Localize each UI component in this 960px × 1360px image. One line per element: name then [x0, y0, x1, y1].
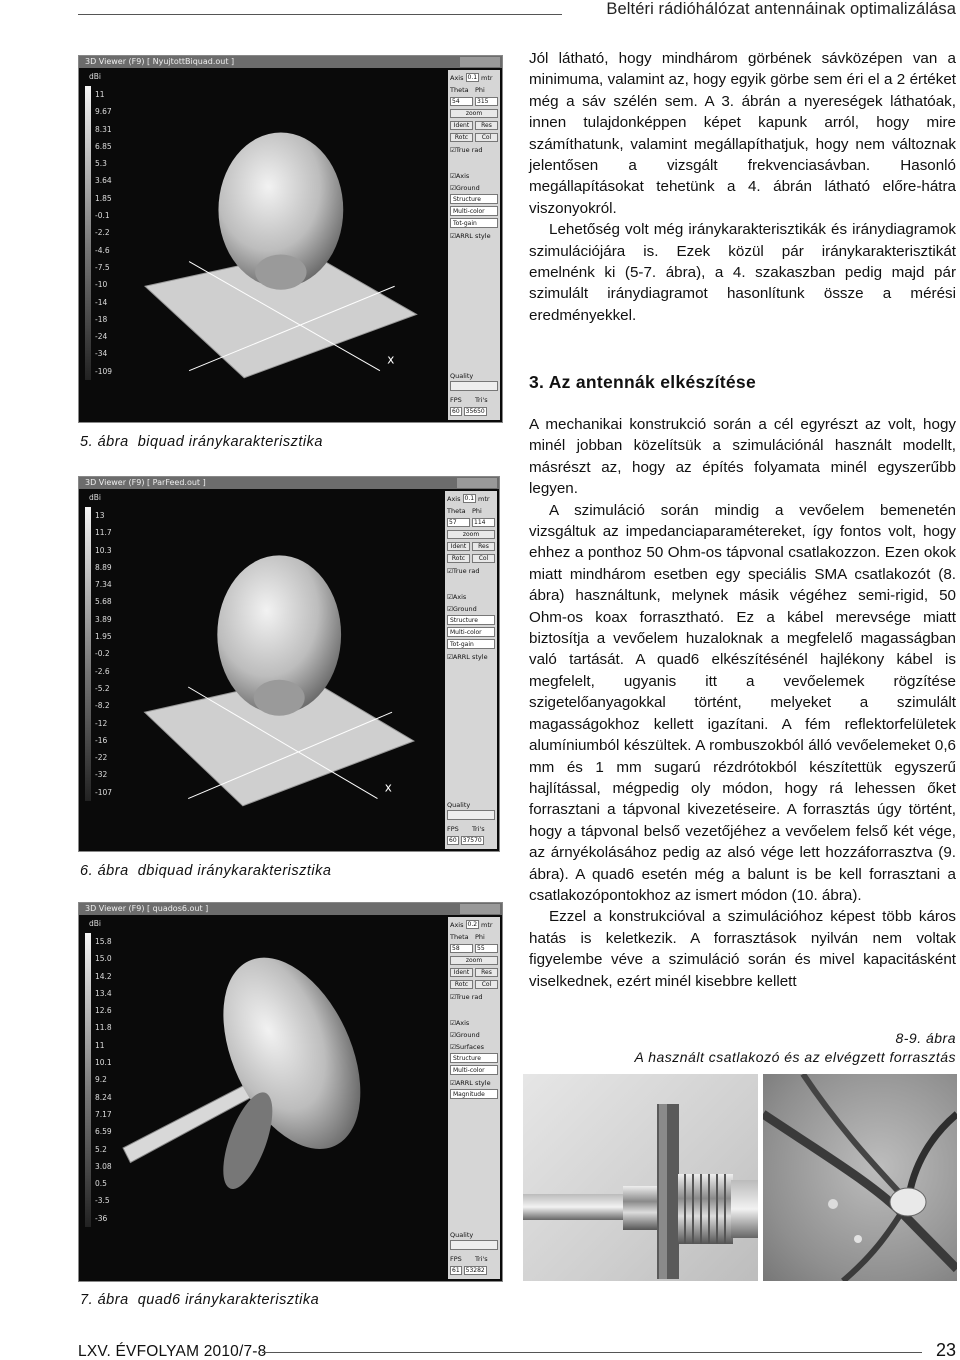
scale-unit: dBi [89, 72, 101, 81]
phi-label: Phi [475, 932, 485, 941]
theta-input[interactable]: 57 [447, 518, 470, 527]
figure-caption-7 [80, 1292, 319, 1308]
scale-value: 8.89 [95, 562, 112, 572]
scale-value: 14.2 [95, 971, 112, 981]
axis-input[interactable]: 0.2 [467, 921, 478, 928]
footer-rule [262, 1352, 922, 1353]
gain-color-scale [85, 86, 91, 380]
header-rule [78, 14, 562, 15]
scale-value: 9.2 [95, 1075, 107, 1085]
svg-text:x: x [387, 352, 395, 367]
gain-scale-values [95, 86, 112, 380]
scale-value: -8.2 [95, 701, 110, 711]
scale-value: -16 [95, 735, 108, 745]
scale-value: 6.59 [95, 1127, 112, 1137]
scale-value: 11 [95, 1040, 105, 1050]
ident-button[interactable]: Ident [447, 542, 470, 551]
scale-value: -4.6 [95, 245, 110, 255]
true-rad-checkbox[interactable]: ☑ True rad [450, 993, 482, 1001]
theta-input[interactable]: 58 [450, 944, 473, 953]
scale-value: -10 [95, 280, 108, 290]
option-checkbox[interactable]: ☑ Ground [447, 605, 477, 613]
axis-label: Axis [450, 73, 464, 82]
option-checkbox[interactable]: ☑ Axis [450, 1019, 469, 1027]
scale-value: 13.4 [95, 988, 112, 998]
caption-number: 7. ábra [80, 1292, 129, 1308]
viewer-window-3 [78, 902, 503, 1282]
sma-connector-drawing [523, 1074, 758, 1281]
option-checkbox[interactable]: ☑ Ground [450, 1031, 480, 1039]
scale-value: -36 [95, 1213, 108, 1223]
option-checkbox[interactable]: ☑ ARRL style [450, 232, 491, 240]
scale-value: -2.2 [95, 228, 110, 238]
gain-color-scale [85, 933, 91, 1227]
tris-label: Tri's [472, 824, 485, 833]
scale-value: 15.8 [95, 937, 112, 946]
tris-value: 53282 [465, 1267, 485, 1274]
axis-unit: mtr [478, 494, 490, 503]
paragraph: Jól látható, hogy mindhárom görbének sávközépen van a minimuma, valamint az, hogy egyik görbe sem éri el a 2 értéket még a sáv szélén sem. A 3. ábrán a nyereségek láthatóak, innen tulajdonképpen képet kapunk arról, hogy mire számíthatunk, valamint megállapíthatjuk, hogy nem változnak jelentősen a vizsgált frekvenciasávban. Hasonló megállapításokat tehetünk a 4. ábrán látható előre-hátra viszonyokról. [529, 50, 956, 217]
figure-caption-5 [80, 434, 323, 450]
zoom-control[interactable]: zoom [450, 956, 498, 965]
caption-number: 6. ábra [80, 863, 129, 879]
option-checkbox[interactable]: ☑ ARRL style [450, 1079, 491, 1087]
paragraph: A szimuláció során mindig a vevőelem bemenetén vizsgáltuk az impedanciaparamétereket, így fontos volt, hogy ehhez a ponthoz 50 Ohm-os tápvonal csatlakozzon. Ezen okok miatt mindhárom esetben egy speciális SMA csatlakozót (8. ábra) használtunk, melynek másik végéhez semi-rigid, 50 Ohm-os koax forrasztható. Ez a kábel merevsége miatt biztosítja a vevőelem huzaloknak a megfelelő magasságban való tartását. A quad6 elkészítésénél hajlékony kábel is megfelelt, ugyanis itt a vevőelemek rögzítése szigetelőanyagokkal történt, melyeket a szimulált magasságokhoz kellett igazítani. A fém reflektorfelületek alumíniumból készültek. A rombuszokból álló vevőelemeket 0,6 mm és 1 mm sugarú rézdrótokból készítettük egyszerű hajlítással, mégpedig oly módon, hogy rá lehessen őket forrasztani a tápvonal kivezetéseire. A forrasztás úgy történt, hogy a tápvonal belső vezetőjéhez a vevőelem felső két vége, az árnyékolásához pedig az alsó vége lett hozzáforrasztva (9. ábra). A quad6 esetén még a balunt is be kell forrasztani a csatlakozópontokhoz az ismert módon (10. ábra). [529, 501, 956, 904]
quality-slider[interactable] [450, 381, 498, 391]
fps-value: 60 [449, 837, 457, 844]
option-dropdown[interactable]: Tot-gain [450, 218, 498, 228]
scale-value: -2.6 [95, 666, 110, 676]
quality-fps-footer [450, 1231, 498, 1277]
phi-input[interactable]: 114 [472, 518, 495, 527]
caption-text: biquad iránykarakterisztika [137, 434, 323, 450]
radiation-pattern-scene[interactable] [79, 915, 446, 1279]
option-dropdown[interactable]: Structure [450, 1053, 498, 1063]
quality-slider[interactable] [447, 810, 495, 820]
fps-label: FPS [447, 824, 459, 833]
option-checkbox[interactable]: ☑ Surfaces [450, 1043, 484, 1051]
col-button[interactable]: Col [475, 980, 498, 989]
main-lobe [196, 936, 389, 1170]
scale-value: 7.34 [95, 580, 112, 590]
figure-caption-6 [80, 863, 331, 879]
section-heading: 3. Az antennák elkészítése [529, 372, 756, 392]
scale-value: 5.68 [95, 597, 112, 607]
true-rad-checkbox[interactable]: ☑ True rad [450, 146, 482, 154]
photo-caption-number: 8-9. ábra [895, 1030, 956, 1046]
scale-value: 1.85 [95, 193, 112, 203]
phi-label: Phi [475, 85, 485, 94]
viewer-window-2 [78, 476, 500, 852]
scale-value: 0.5 [95, 1179, 107, 1189]
rotc-button[interactable]: Rotc [450, 133, 473, 142]
option-dropdown[interactable]: Tot-gain [447, 639, 495, 649]
scale-value: 6.85 [95, 141, 112, 151]
axis-input[interactable]: 0.1 [467, 74, 478, 81]
option-checkbox[interactable]: ☑ ARRL style [447, 653, 488, 661]
option-dropdown[interactable]: Structure [447, 615, 495, 625]
lobe-base [255, 255, 306, 290]
tris-label: Tri's [475, 1254, 488, 1263]
radiation-pattern-scene[interactable] [79, 489, 443, 849]
res-button[interactable]: Res [475, 121, 498, 130]
scale-value: -0.2 [95, 649, 110, 659]
scale-value: 8.31 [95, 124, 112, 134]
paragraph: Lehetőség volt még iránykarakterisztikák és iránydiagramok szimulációjára is. Ezek közül pár iránykarakterisztikát emelnénk ki (5-7. ábra), a 4. szakaszban pedig majd pár szimulált iránydiagramot hasonlítunk össze a mérési eredményekkel. [529, 221, 956, 324]
gain-color-scale [85, 507, 91, 801]
body-text [529, 414, 956, 992]
scale-value: -7.5 [95, 262, 110, 272]
scale-value: 7.17 [95, 1109, 112, 1119]
scale-value: -107 [95, 787, 113, 797]
window-controls[interactable] [460, 904, 500, 914]
theta-label: Theta [447, 506, 466, 515]
viewer-titlebar [79, 477, 499, 489]
option-dropdown[interactable]: Multi-color [450, 206, 498, 216]
quality-label: Quality [450, 1231, 474, 1239]
photo-caption-text: A használt csatlakozó és az elvégzett forrasztás [634, 1049, 956, 1065]
viewer-titlebar [79, 903, 502, 915]
quality-label: Quality [447, 801, 471, 809]
caption-number: 5. ábra [80, 434, 129, 450]
axis-label: Axis [447, 494, 461, 503]
option-checkbox[interactable]: ☑ Axis [447, 593, 466, 601]
quality-fps-footer [450, 372, 498, 418]
tris-value: 35650 [465, 408, 485, 415]
intro-text [529, 48, 956, 326]
option-dropdown[interactable]: Structure [450, 194, 498, 204]
page-number: 23 [935, 1340, 956, 1360]
res-button[interactable]: Res [475, 968, 498, 977]
viewer-title: 3D Viewer (F9) [ NyujtottBiquad.out ] [85, 57, 235, 66]
ident-button[interactable]: Ident [450, 121, 473, 130]
gain-scale-values [95, 507, 112, 801]
theta-label: Theta [450, 932, 469, 941]
tris-value: 37570 [462, 837, 482, 844]
option-dropdown[interactable]: Multi-color [447, 627, 495, 637]
quality-label: Quality [450, 372, 474, 380]
phi-label: Phi [472, 506, 482, 515]
paragraph: A mechanikai konstrukció során a cél egyrészt az volt, hogy minél jobban közelítsük a szimulációnál használt modellt, másrészt az, hogy az építés folyamata minél egyszerűbb legyen. [529, 416, 956, 498]
res-button[interactable]: Res [472, 542, 495, 551]
paragraph: Ezzel a konstrukcióval a szimulációhoz képest több káros hatás is keletkezik. A forrasztások nyilván nem voltak figyelembe véve a szimuláció során és mivel kapacitásként viselkednek, ezért minél kisebbre kellett [529, 908, 956, 990]
axis-label: Axis [450, 920, 464, 929]
scale-value: 3.08 [95, 1161, 112, 1171]
running-head: Beltéri rádióhálózat antennáinak optimalizálása [606, 0, 956, 18]
axis-unit: mtr [481, 920, 493, 929]
solder-joint-photo [763, 1074, 957, 1281]
viewer-title: 3D Viewer (F9) [ quados6.out ] [85, 904, 209, 913]
scale-unit: dBi [89, 493, 101, 502]
scale-value: -18 [95, 314, 108, 324]
viewer-control-panel [448, 917, 500, 1279]
scale-value: 15.0 [95, 954, 112, 964]
rotc-button[interactable]: Rotc [450, 980, 473, 989]
viewer-title: 3D Viewer (F9) [ ParFeed.out ] [85, 478, 206, 487]
fps-label: FPS [450, 1254, 462, 1263]
scale-value: 10.3 [95, 545, 112, 555]
tris-label: Tri's [475, 395, 488, 404]
axis-input[interactable]: 0.1 [464, 495, 475, 502]
photo-caption [634, 1029, 956, 1067]
window-controls[interactable] [457, 478, 497, 488]
scale-value: 11 [95, 90, 105, 99]
scale-value: 10.1 [95, 1058, 112, 1068]
zoom-control[interactable]: zoom [447, 530, 495, 539]
scale-value: -3.5 [95, 1196, 110, 1206]
window-controls[interactable] [460, 57, 500, 67]
scale-value: -109 [95, 366, 113, 376]
scale-value: 5.3 [95, 159, 107, 169]
scale-value: 13 [95, 511, 105, 520]
viewer-control-panel [448, 70, 500, 420]
scale-value: 5.2 [95, 1144, 107, 1154]
gain-scale-values [95, 933, 112, 1227]
scale-value: -32 [95, 770, 108, 780]
phi-input[interactable]: 55 [475, 944, 498, 953]
solder-joint-drawing [763, 1074, 957, 1281]
radiation-pattern-scene[interactable] [79, 68, 446, 420]
theta-input[interactable]: 54 [450, 97, 473, 106]
quality-fps-footer [447, 801, 495, 847]
theta-label: Theta [450, 85, 469, 94]
fps-value: 60 [452, 408, 460, 415]
caption-text: dbiquad iránykarakterisztika [137, 863, 332, 879]
scale-value: 11.8 [95, 1023, 112, 1033]
zoom-control[interactable]: zoom [450, 109, 498, 118]
scale-value: -22 [95, 753, 108, 763]
scale-value: 3.89 [95, 614, 112, 624]
col-button[interactable]: Col [475, 133, 498, 142]
scale-value: -12 [95, 718, 108, 728]
scale-value: -14 [95, 297, 108, 307]
viewer-titlebar [79, 56, 502, 68]
phi-input[interactable]: 315 [475, 97, 498, 106]
option-dropdown[interactable]: Magnitude [450, 1089, 498, 1099]
viewer-control-panel [445, 491, 497, 849]
sma-connector-photo [523, 1074, 758, 1281]
scale-unit: dBi [89, 919, 101, 928]
true-rad-checkbox[interactable]: ☑ True rad [447, 567, 479, 575]
scale-value: 8.24 [95, 1092, 112, 1102]
footer-volume: LXV. ÉVFOLYAM 2010/7-8 [78, 1343, 267, 1360]
scale-value: 3.64 [95, 176, 112, 186]
fps-label: FPS [450, 395, 462, 404]
rotc-button[interactable]: Rotc [447, 554, 470, 563]
scale-value: -24 [95, 332, 108, 342]
axis-unit: mtr [481, 73, 493, 82]
scale-value: -0.1 [95, 211, 110, 221]
lobe-base [254, 680, 305, 716]
scale-value: 12.6 [95, 1006, 112, 1016]
scale-value: -5.2 [95, 683, 110, 693]
viewer-window-1 [78, 55, 503, 423]
col-button[interactable]: Col [472, 554, 495, 563]
caption-text: quad6 iránykarakterisztika [137, 1292, 320, 1308]
scale-value: -34 [95, 349, 108, 359]
ident-button[interactable]: Ident [450, 968, 473, 977]
scale-value: 11.7 [95, 528, 112, 538]
fps-value: 61 [452, 1267, 460, 1274]
svg-text:x: x [384, 780, 392, 795]
quality-slider[interactable] [450, 1240, 498, 1250]
scale-value: 9.67 [95, 107, 112, 117]
scale-value: 1.95 [95, 632, 112, 642]
option-checkbox[interactable]: ☑ Ground [450, 184, 480, 192]
option-dropdown[interactable]: Multi-color [450, 1065, 498, 1075]
option-checkbox[interactable]: ☑ Axis [450, 172, 469, 180]
